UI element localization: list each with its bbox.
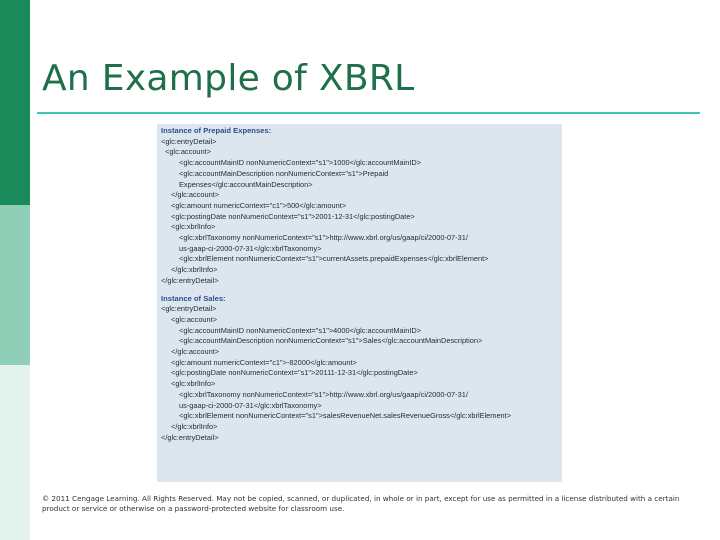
code-line: us-gaap-ci-2000-07-31</glc:xbrlTaxonomy> [179, 400, 322, 410]
code-line: <glc:postingDate nonNumericContext="s1">20111-12-31</glc:postingDate> [171, 368, 418, 378]
code-line: <glc:amount numericContext="c1">-82000</glc:amount> [171, 357, 357, 367]
code-line: <glc:xbrlTaxonomy nonNumericContext="s1">http://www.xbrl.org/us/gaap/ci/2000-07-31/ [179, 233, 468, 243]
code-line: <glc:account> [165, 147, 212, 157]
code-line: <glc:xbrlInfo> [171, 379, 216, 389]
code-line: <glc:account> [171, 314, 218, 324]
code-line: <glc:xbrlElement nonNumericContext="s1">currentAssets.prepaidExpenses</glc:xbrlElement> [179, 254, 489, 264]
prepaid-expenses-code [157, 137, 562, 287]
sales-heading: Instance of Sales: [161, 293, 226, 303]
code-line: <glc:xbrlElement nonNumericContext="s1">salesRevenueNet.salesRevenueGross</glc:xbrlElement> [179, 411, 512, 421]
section-gap [157, 287, 562, 294]
title-underline [37, 112, 700, 114]
code-line: <glc:accountMainID nonNumericContext="s1">1000</glc:accountMainID> [179, 158, 422, 168]
code-line: <glc:amount numericContext="c1">500</glc:amount> [171, 200, 347, 210]
prepaid-expenses-heading: Instance of Prepaid Expenses: [161, 126, 272, 135]
side-bar-dark-segment [0, 0, 30, 205]
side-accent-bar [0, 0, 30, 540]
sales-code [157, 304, 562, 443]
code-line: us-gaap-ci-2000-07-31</glc:xbrlTaxonomy> [179, 243, 322, 253]
code-line: </glc:account> [171, 190, 220, 200]
code-line: </glc:account> [171, 347, 220, 357]
code-line: <glc:entryDetail> [161, 304, 217, 314]
code-line: <glc:xbrlTaxonomy nonNumericContext="s1">http://www.xbrl.org/us/gaap/ci/2000-07-31/ [179, 389, 468, 399]
code-line: <glc:xbrlInfo> [171, 222, 216, 232]
code-line: </glc:entryDetail> [161, 432, 219, 442]
xbrl-example-image [157, 124, 562, 482]
code-line: </glc:entryDetail> [161, 275, 219, 285]
side-bar-light-segment [0, 365, 30, 540]
side-bar-mid-segment [0, 205, 30, 365]
code-line: <glc:accountMainDescription nonNumericContext="s1">Sales</glc:accountMainDescription> [179, 336, 483, 346]
code-line: </glc:xbrlInfo> [171, 421, 218, 431]
code-line: </glc:xbrlInfo> [171, 265, 218, 275]
code-line: <glc:accountMainDescription nonNumericContext="s1">Prepaid [179, 168, 389, 178]
code-line: <glc:accountMainID nonNumericContext="s1">4000</glc:accountMainID> [179, 325, 422, 335]
code-line: Expenses</glc:accountMainDescription> [179, 179, 313, 189]
slide-title: An Example of XBRL [42, 58, 415, 99]
copyright-notice: © 2011 Cengage Learning. All Rights Reserved. May not be copied, scanned, or duplicated, in whole or in part, except for use as permitted in a license distributed with a certain product or service or otherwise on a password-protected website for classroom use. [42, 494, 680, 513]
code-line: <glc:entryDetail> [161, 136, 217, 146]
code-line: <glc:postingDate nonNumericContext="s1">2001-12-31</glc:postingDate> [171, 211, 415, 221]
